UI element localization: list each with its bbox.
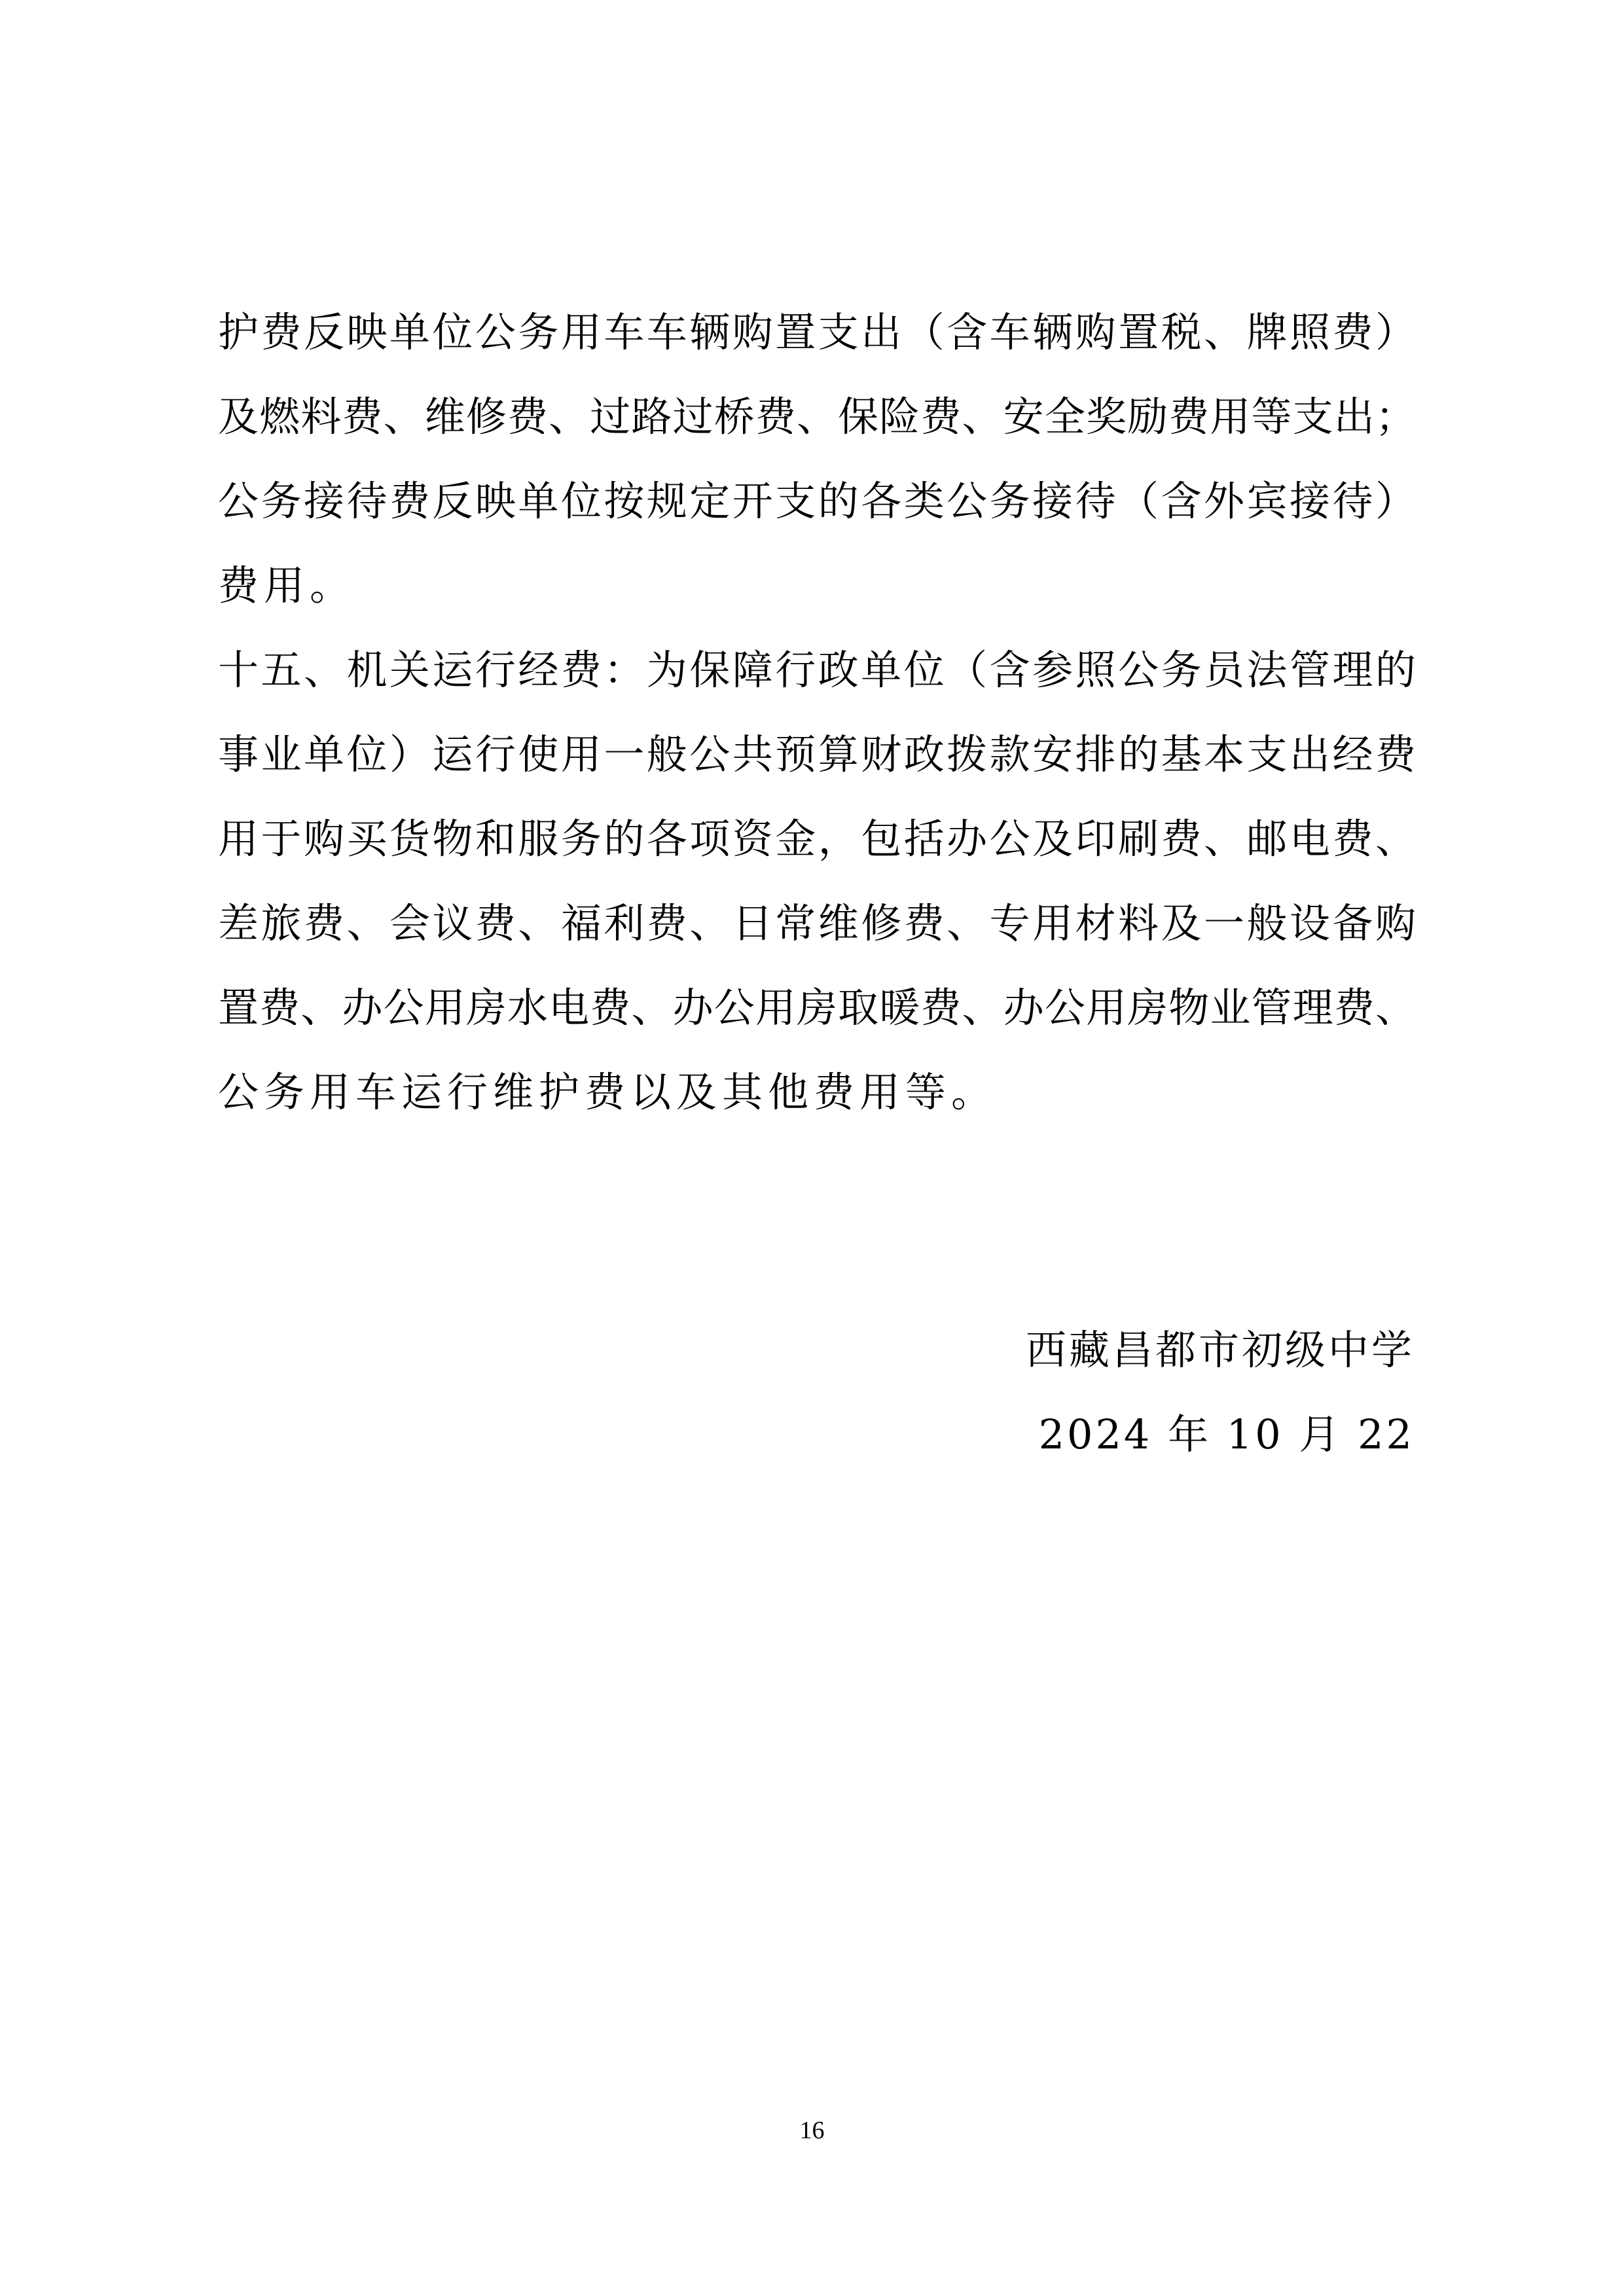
signature-organization: 西藏昌都市初级中学 xyxy=(1025,1326,1415,1374)
paragraph-line: 费用。 xyxy=(218,562,356,609)
paragraph-line: 用于购买货物和服务的各项资金，包括办公及印刷费、邮电费、 xyxy=(218,815,1416,863)
paragraph-line: 差旅费、会议费、福利费、日常维修费、专用材料及一般设备购 xyxy=(218,899,1416,947)
paragraph-line: 十五、机关运行经费：为保障行政单位（含参照公务员法管理的 xyxy=(218,646,1416,694)
page-number: 16 xyxy=(799,2117,825,2144)
paragraph-line: 置费、办公用房水电费、办公用房取暖费、办公用房物业管理费、 xyxy=(218,984,1416,1031)
paragraph-line: 公务用车运行维护费以及其他费用等。 xyxy=(218,1068,998,1116)
paragraph-line: 及燃料费、维修费、过路过桥费、保险费、安全奖励费用等支出； xyxy=(218,393,1416,440)
paragraph-line: 公务接待费反映单位按规定开支的各类公务接待（含外宾接待） xyxy=(218,477,1416,525)
signature-date: 2024 年 10 月 22 xyxy=(1038,1410,1415,1458)
paragraph-line: 事业单位）运行使用一般公共预算财政拨款安排的基本支出经费 xyxy=(218,730,1416,778)
paragraph-line: 护费反映单位公务用车车辆购置支出（含车辆购置税、牌照费） xyxy=(218,308,1416,356)
